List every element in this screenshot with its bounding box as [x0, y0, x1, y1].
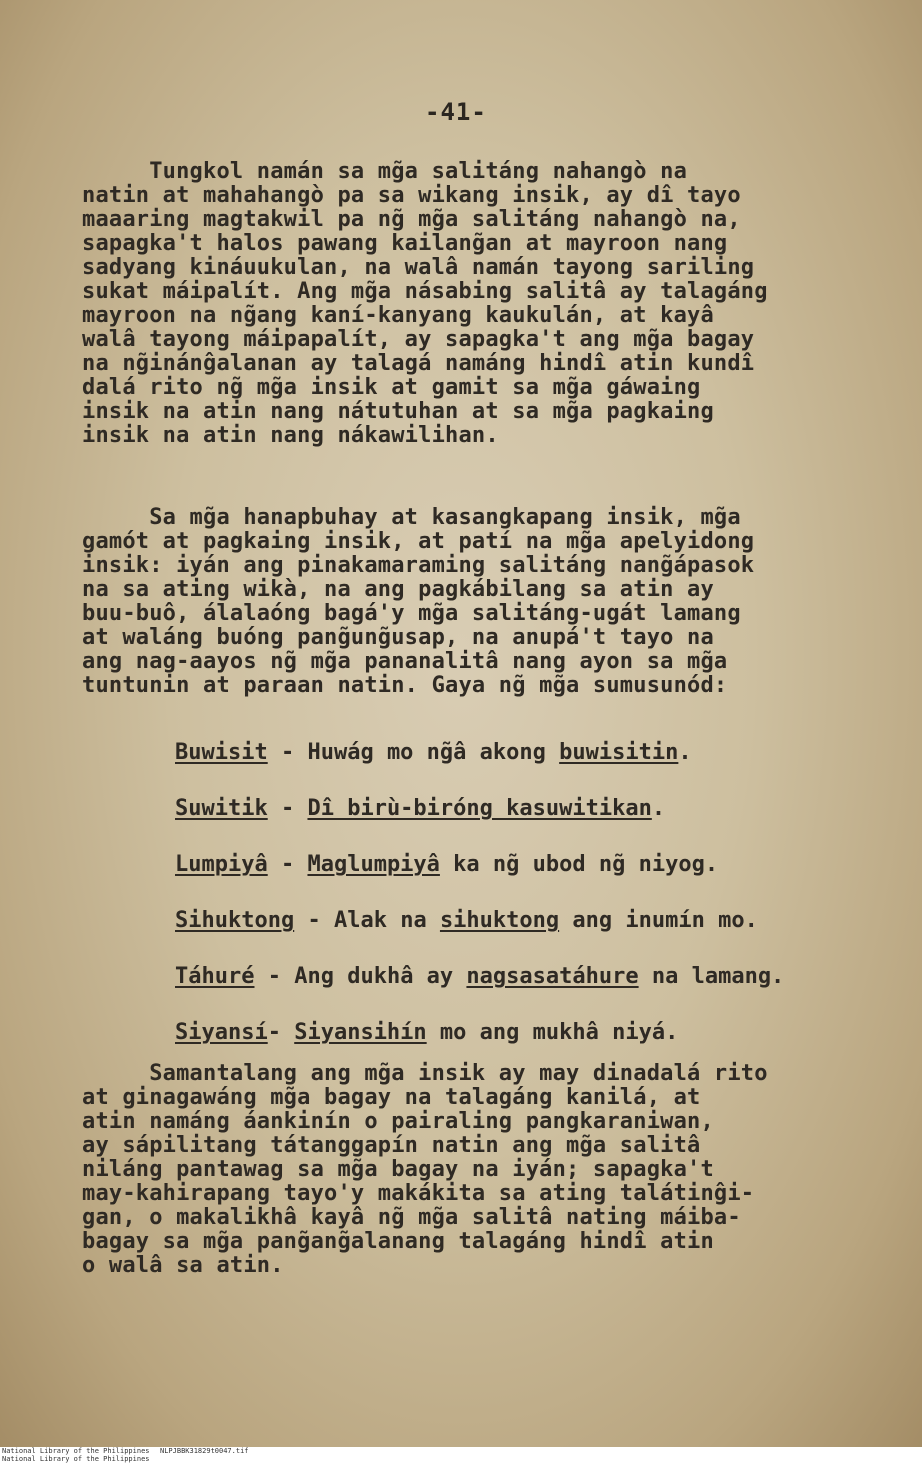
- example-text: na lamang.: [638, 964, 785, 989]
- example-separator: -: [294, 908, 334, 933]
- example-separator: -: [254, 964, 295, 989]
- text-line: sukat máipalít. Ang mg̃a násabing salitâ ay talagáng: [82, 279, 768, 304]
- example-text: .: [651, 796, 666, 821]
- text-line: Tungkol namán sa mg̃a salitáng nahangò na: [82, 159, 688, 184]
- text-line: sadyang kináuukulan, na walâ namán tayong sariling: [82, 255, 755, 280]
- text-line: Samantalang ang mg̃a insik ay may dinadalá rito: [82, 1061, 768, 1086]
- example-highlight: buwisitin: [559, 740, 679, 765]
- example-word: Suwitik: [175, 796, 268, 821]
- text-line: dalá rito ng̃ mg̃a insik at gamit sa mg̃a gáwaing: [82, 375, 701, 400]
- example-word: Buwisit: [175, 740, 268, 765]
- paragraph-3: [82, 1062, 882, 1278]
- text-line: Sa mg̃a hanapbuhay at kasangkapang insik, mg̃a: [82, 505, 741, 530]
- footer-library-label-2: National Library of the Philippines: [2, 1455, 150, 1463]
- example-text: ang inumín mo.: [559, 908, 758, 933]
- text-line: at ginagawáng mg̃a bagay na talagáng kanilá, at: [82, 1085, 701, 1110]
- example-separator: -: [267, 796, 308, 821]
- example-separator: -: [267, 1020, 295, 1045]
- text-line: tuntunin at paraan natin. Gaya ng̃ mg̃a sumusunód:: [82, 673, 728, 698]
- example-highlight: Maglumpiyâ: [307, 852, 440, 877]
- example-text: ka ng̃ ubod ng̃ niyog.: [439, 852, 719, 877]
- text-line: gamót at pagkaing insik, at patí na mg̃a apelyidong: [82, 529, 755, 554]
- example-word: Sihuktong: [175, 908, 295, 933]
- text-line: may-kahirapang tayo'y makákita sa ating talátinĝi-: [82, 1181, 755, 1206]
- example-highlight: Dî birù-biróng kasuwitikan: [307, 796, 652, 821]
- text-line: atin namáng áankinín o pairaling pangkaraniwan,: [82, 1109, 714, 1134]
- text-line: bagay sa mg̃a pang̃ang̃alanang talagáng hindî atin: [82, 1229, 714, 1254]
- examples-list: [175, 738, 905, 1074]
- example-row: [175, 738, 905, 794]
- text-line: walâ tayong máipapalít, ay sapagka't ang mg̃a bagay: [82, 327, 755, 352]
- paragraph-1: [82, 160, 882, 448]
- example-word: Táhuré: [175, 964, 255, 989]
- text-line: natin at mahahangò pa sa wikang insik, ay dî tayo: [82, 183, 741, 208]
- example-text: Huwág mo ng̃â akong: [307, 740, 560, 765]
- text-line: ang nag-aayos ng̃ mg̃a pananalitâ nang ayon sa mg̃a: [82, 649, 728, 674]
- text-line: gan, o makalikhâ kayâ ng̃ mg̃a salitâ nating máiba-: [82, 1205, 741, 1230]
- example-highlight: Siyansihín: [294, 1020, 427, 1045]
- text-line: insik na atin nang nátutuhan at sa mg̃a pagkaing: [82, 399, 714, 424]
- example-row: [175, 906, 905, 962]
- example-separator: -: [267, 740, 308, 765]
- example-separator: -: [267, 852, 308, 877]
- paragraph-2: [82, 506, 882, 698]
- scan-footer: [0, 1447, 922, 1463]
- footer-library-label: National Library of the Philippines: [2, 1447, 150, 1455]
- text-line: mayroon na ng̃ang kaní-kanyang kaukulán, at kayâ: [82, 303, 714, 328]
- example-row: [175, 850, 905, 906]
- text-line: na sa ating wikà, na ang pagkábilang sa atin ay: [82, 577, 714, 602]
- example-row: [175, 794, 905, 850]
- example-row: [175, 962, 905, 1018]
- text-line: o walâ sa atin.: [82, 1253, 284, 1278]
- example-text: mo ang mukhâ niyá.: [426, 1020, 679, 1045]
- text-line: ay sápilitang tátanggapín natin ang mg̃a salitâ: [82, 1133, 701, 1158]
- text-line: maaaring magtakwil pa ng̃ mg̃a salitáng nahangò na,: [82, 207, 741, 232]
- example-word: Siyansí: [175, 1020, 268, 1045]
- text-line: insik: iyán ang pinakamaraming salitáng nang̃ápasok: [82, 553, 755, 578]
- text-line: at waláng buóng pang̃ung̃usap, na anupá't tayo na: [82, 625, 714, 650]
- text-line: na ng̃inánĝalanan ay talagá namáng hindî atin kundî: [82, 351, 755, 376]
- example-word: Lumpiyâ: [175, 852, 268, 877]
- footer-filename: NLPJBBK31829t0047.tif: [160, 1447, 249, 1455]
- example-text: .: [678, 740, 692, 765]
- text-line: sapagka't halos pawang kailang̃an at mayroon nang: [82, 231, 728, 256]
- example-text: Ang dukhâ ay: [294, 964, 467, 989]
- example-text: Alak na: [333, 908, 440, 933]
- example-highlight: sihuktong: [439, 908, 560, 933]
- text-line: niláng pantawag sa mg̃a bagay na iyán; sapagka't: [82, 1157, 714, 1182]
- example-highlight: nagsasatáhure: [466, 964, 639, 989]
- page-number: -41-: [425, 98, 487, 126]
- text-line: buu-buô, álalaóng bagá'y mg̃a salitáng-ugát lamang: [82, 601, 741, 626]
- text-line: insik na atin nang nákawilihan.: [82, 423, 499, 448]
